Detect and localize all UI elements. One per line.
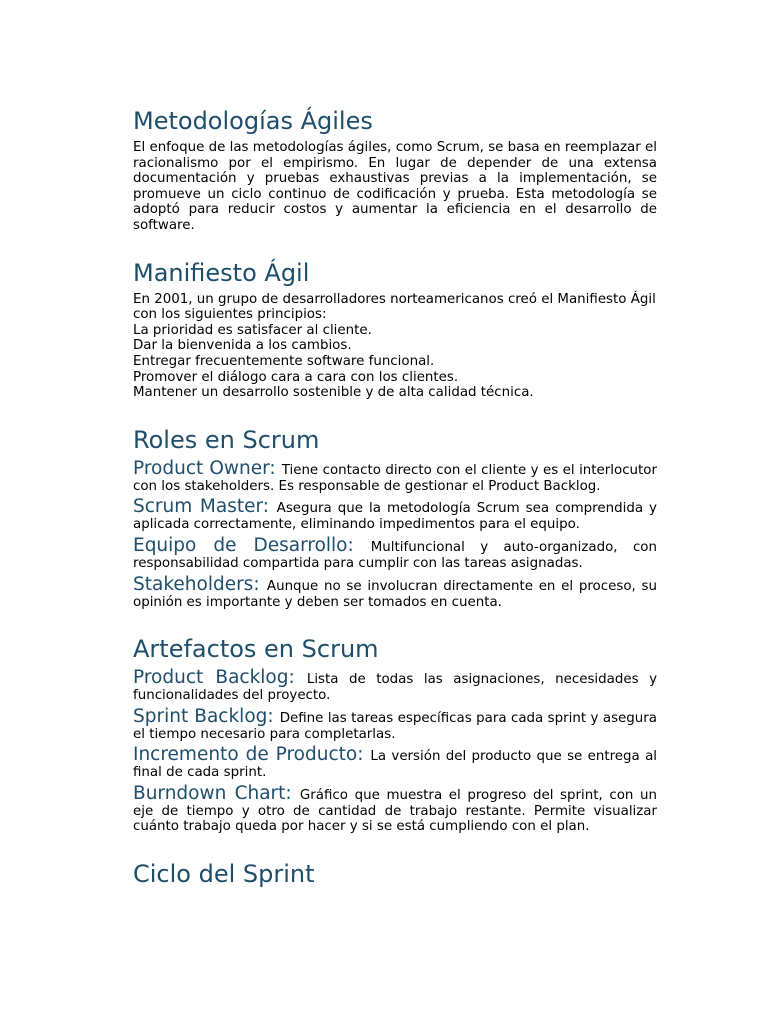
heading-manifiesto-agil: Manifiesto Ágil bbox=[133, 258, 310, 287]
role-description: Asegura que la metodología Scrum sea comprendida y aplicada correctamente, eliminando impedimentos para el equipo. bbox=[133, 501, 657, 533]
heading-artefactos-scrum: Artefactos en Scrum bbox=[133, 635, 379, 664]
heading-ciclo-sprint: Ciclo del Sprint bbox=[133, 860, 315, 889]
role-description: Aunque no se involucran directamente en el proceso, su opinión es importante y deben ser tomados en cuenta. bbox=[133, 578, 657, 610]
role-term: Scrum Master bbox=[133, 496, 263, 518]
role-description: Multifuncional y auto-organizado, con responsabilidad compartida para cumplir con las tareas asignadas. bbox=[133, 539, 657, 571]
role-description: Tiene contacto directo con el cliente y es el interlocutor con los stakeholders. Es responsable de gestionar el Product Backlog. bbox=[133, 462, 657, 494]
manifiesto-intro: En 2001, un grupo de desarrolladores norteamericanos creó el Manifiesto Ágil con los siguientes principios: bbox=[133, 291, 656, 323]
section-ciclo-sprint bbox=[133, 857, 657, 891]
artifact-description: Lista de todas las asignaciones, necesidades y funcionalidades del proyecto. bbox=[133, 672, 657, 704]
heading-roles-scrum: Roles en Scrum bbox=[133, 425, 320, 454]
principle-item: Entregar frecuentemente software funcional. bbox=[133, 353, 435, 369]
artifact-item-burndown-chart: Burndown Chart: Gráfico que muestra el progreso del sprint, con un eje de tiempo y otro de cantidad de trabajo restante. Permite visualizar cuánto trabajo queda por hacer y si se está cumpliendo con el plan. bbox=[133, 782, 657, 835]
artifact-term: Sprint Backlog bbox=[133, 705, 268, 727]
artifact-term: Incremento de Producto bbox=[133, 744, 358, 766]
role-item-product-owner: Product Owner: Tiene contacto directo con el cliente y es el interlocutor con los stakeholders. Es responsable de gestionar el Product Backlog. bbox=[133, 457, 657, 494]
principle-item: Dar la bienvenida a los cambios. bbox=[133, 338, 352, 354]
artifact-item-incremento-producto: Incremento de Producto: La versión del producto que se entrega al final de cada sprint. bbox=[133, 744, 657, 781]
heading-metodologias-agiles: Metodologías Ágiles bbox=[133, 107, 373, 135]
role-item-equipo-desarrollo: Equipo de Desarrollo: Multifuncional y auto-organizado, con responsabilidad compartida para cumplir con las tareas asignadas. bbox=[133, 534, 657, 571]
artifact-description: Define las tareas específicas para cada sprint y asegura el tiempo necesario para completarlas. bbox=[133, 710, 657, 742]
principle-item: Mantener un desarrollo sostenible y de alta calidad técnica. bbox=[133, 385, 534, 401]
principle-item: La prioridad es satisfacer al cliente. bbox=[133, 322, 372, 338]
role-term: Stakeholders bbox=[133, 573, 254, 595]
section-manifiesto-agil bbox=[133, 256, 657, 401]
role-term: Product Owner bbox=[133, 457, 270, 479]
section-roles-scrum bbox=[133, 423, 657, 610]
artifact-item-sprint-backlog: Sprint Backlog: Define las tareas específicas para cada sprint y asegura el tiempo necesario para completarlas. bbox=[133, 705, 657, 742]
artifact-description: Gráfico que muestra el progreso del sprint, con un eje de tiempo y otro de cantidad de trabajo restante. Permite visualizar cuánto trabajo queda por hacer y si se está cumpliendo con el plan. bbox=[133, 787, 657, 835]
artifact-term: Product Backlog bbox=[133, 667, 289, 689]
paragraph-metodologias-agiles: El enfoque de las metodologías ágiles, como Scrum, se basa en reemplazar el racionalismo por el empirismo. En lugar de depender de una extensa documentación y pruebas exhaustivas previas a la implementación, se promueve un ciclo continuo de codificación y prueba. Esta metodología se adoptó para reducir costos y aumentar la eficiencia en el desarrollo de software. bbox=[133, 140, 657, 233]
artifact-description: La versión del producto que se entrega al final de cada sprint. bbox=[133, 749, 657, 781]
manifiesto-principles bbox=[133, 292, 657, 401]
artifact-item-product-backlog: Product Backlog: Lista de todas las asignaciones, necesidades y funcionalidades del proyecto. bbox=[133, 667, 657, 704]
role-item-scrum-master: Scrum Master: Asegura que la metodología Scrum sea comprendida y aplicada correctamente, eliminando impedimentos para el equipo. bbox=[133, 496, 657, 533]
section-metodologias-agiles bbox=[133, 104, 657, 234]
section-artefactos-scrum bbox=[133, 632, 657, 835]
principle-item: Promover el diálogo cara a cara con los clientes. bbox=[133, 369, 459, 385]
artifact-term: Burndown Chart bbox=[133, 782, 286, 804]
document-page bbox=[133, 104, 657, 913]
role-term: Equipo de Desarrollo bbox=[133, 534, 348, 556]
role-item-stakeholders: Stakeholders: Aunque no se involucran directamente en el proceso, su opinión es importante y deben ser tomados en cuenta. bbox=[133, 573, 657, 610]
